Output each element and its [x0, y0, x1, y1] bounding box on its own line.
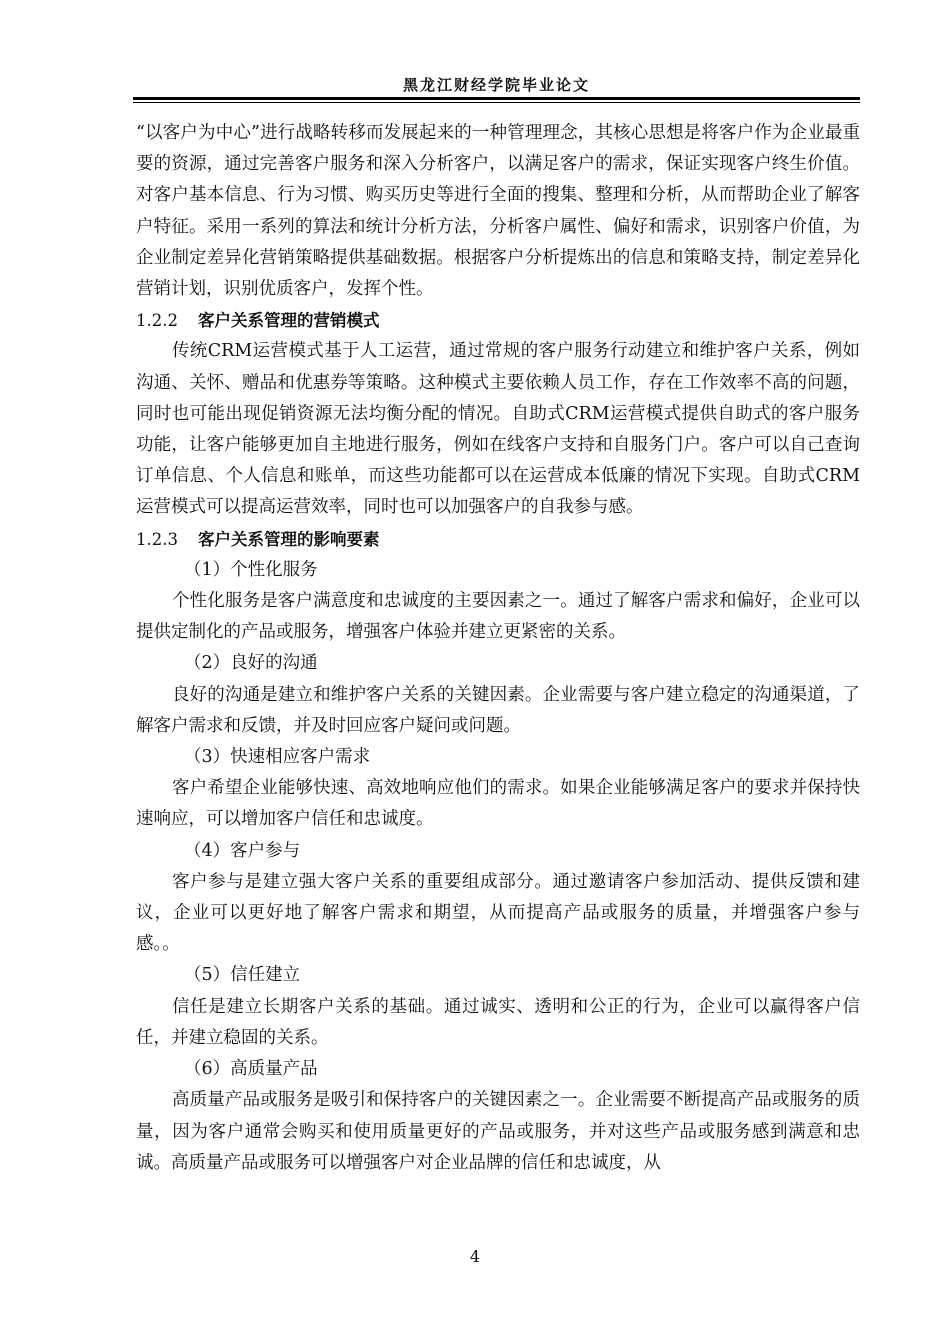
subheading: （1）个性化服务: [184, 559, 318, 580]
section-title: 客户关系管理的营销模式: [197, 311, 380, 331]
body-paragraph: 个性化服务是客户满意度和忠诚度的主要因素之一。通过了解客户需求和偏好，企业可以提供定制化的产品或服务，增强客户体验并建立更紧密的关系。: [136, 591, 860, 643]
header-rule-thick: [133, 97, 860, 100]
subheading: （6）高质量产品: [184, 1059, 318, 1080]
body-paragraph: 客户参与是建立强大客户关系的重要组成部分。通过邀请客户参加活动、提供反馈和建议，企业可以更好地了解客户需求和期望，从而提高产品或服务的质量，并增强客户参与感。。: [136, 871, 860, 955]
running-header: 黑龙江财经学院毕业论文: [402, 76, 590, 94]
section-number: 1.2.3: [136, 529, 178, 549]
page-number: 4: [469, 1247, 481, 1266]
section-title: 客户关系管理的影响要素: [197, 529, 380, 549]
body-paragraph: 高质量产品或服务是吸引和保持客户的关键因素之一。企业需要不断提高产品或服务的质量，因为客户通常会购买和使用质量更好的产品或服务，并对这些产品或服务感到满意和忠诚。高质量产品或服务可以增强客户对企业品牌的信任和忠诚度，从: [136, 1090, 860, 1173]
section-heading-1-2-2: [136, 305, 860, 336]
subheading: （2）良好的沟通: [184, 653, 318, 674]
body-paragraph: 良好的沟通是建立和维护客户关系的关键因素。企业需要与客户建立稳定的沟通渠道，了解客户需求和反馈，并及时回应客户疑问或问题。: [136, 684, 860, 736]
body-paragraph: 传统CRM运营模式基于人工运营，通过常规的客户服务行动建立和维护客户关系，例如沟通、关怀、赠品和优惠券等策略。这种模式主要依赖人员工作，存在工作效率不高的问题，同时也可能出现促销资源无法均衡分配的情况。自助式CRM运营模式提供自助式的客户服务功能，让客户能够更加自主地进行服务，例如在线客户支持和自服务门户。客户可以自己查询订单信息、个人信息和账单，而这些功能都可以在运营成本低廉的情况下实现。自助式CRM运营模式可以提高运营效率，同时也可以加强客户的自我参与感。: [136, 341, 860, 518]
subheading: （5）信任建立: [184, 965, 301, 986]
subheading: （4）客户参与: [184, 840, 301, 861]
header-rule-thin: [133, 102, 860, 103]
section-heading-1-2-3: [136, 524, 860, 555]
body-paragraph: 客户希望企业能够快速、高效地响应他们的需求。如果企业能够满足客户的要求并保持快速响应，可以增加客户信任和忠诚度。: [136, 778, 860, 830]
section-number: 1.2.2: [136, 311, 178, 331]
subheading: （3）快速相应客户需求: [184, 747, 371, 768]
page-body: [136, 118, 860, 1179]
body-paragraph: 信任是建立长期客户关系的基础。通过诚实、透明和公正的行为，企业可以赢得客户信任，并建立稳固的关系。: [136, 996, 860, 1048]
body-paragraph: “以客户为中心”进行战略转移而发展起来的一种管理理念，其核心思想是将客户作为企业最重要的资源，通过完善客户服务和深入分析客户，以满足客户的需求，保证实现客户终生价值。对客户基本信息、行为习惯、购买历史等进行全面的搜集、整理和分析，从而帮助企业了解客户特征。采用一系列的算法和统计分析方法，分析客户属性、偏好和需求，识别客户价值，为企业制定差异化营销策略提供基础数据。根据客户分析提炼出的信息和策略支持，制定差异化营销计划，识别优质客户，发挥个性。: [136, 123, 860, 300]
